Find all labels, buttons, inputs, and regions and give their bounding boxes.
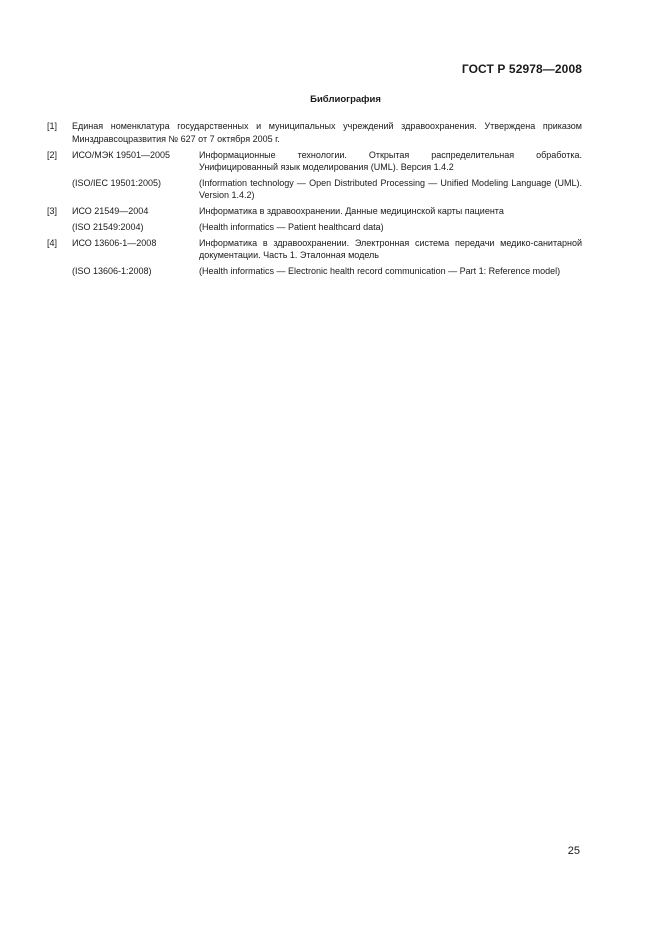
entry-original-description: (Health informatics — Electronic health record communication — Part 1: Reference model)	[199, 265, 561, 276]
entry-original-code: (ISO 21549:2004)	[72, 221, 144, 232]
entry-number: [2]	[47, 149, 58, 160]
bibliography-entry	[47, 237, 582, 278]
bibliography-entry	[47, 205, 582, 233]
standard-designation: ГОСТ Р 52978—2008	[461, 62, 582, 76]
entry-original-description: (Health informatics — Patient healthcard data)	[199, 221, 384, 232]
entry-description: Информатика в здравоохранении. Электронная система передачи медико-санитарной документации. Часть 1. Эталонная модель	[199, 237, 582, 260]
entry-original-code: (ISO 13606-1:2008)	[72, 265, 152, 276]
entry-standard-code: ИСО 21549—2004	[72, 206, 149, 216]
bibliography-title: Библиография	[310, 94, 381, 105]
entry-number: [1]	[47, 121, 58, 131]
entry-original-code: (ISO/IEC 19501:2005)	[72, 177, 162, 188]
entry-description: Информационные технологии. Открытая распределительная обработка. Унифицированный язык моделирования (UML). Версия 1.4.2	[199, 149, 582, 172]
entry-standard-code: ИСО 13606-1—2008	[72, 237, 157, 248]
bibliography-entry	[47, 120, 582, 145]
bibliography-entry	[47, 149, 582, 202]
entry-original-description: (Information technology — Open Distributed Processing — Unified Modeling Language (UML). Version 1.4.2)	[199, 177, 582, 200]
bibliography-list	[47, 120, 582, 281]
entry-text: Единая номенклатура государственных и муниципальных учреждений здравоохранения. Утверждена приказом Минздравсоцразвития № 627 от 7 октября 2005 г.	[72, 121, 582, 144]
entry-standard-code: ИСО/МЭК 19501—2005	[72, 149, 171, 160]
entry-number: [3]	[47, 206, 58, 216]
page-number: 25	[567, 845, 580, 857]
entry-number: [4]	[47, 237, 58, 248]
entry-description: Информатика в здравоохранении. Данные медицинской карты пациента	[199, 206, 504, 216]
